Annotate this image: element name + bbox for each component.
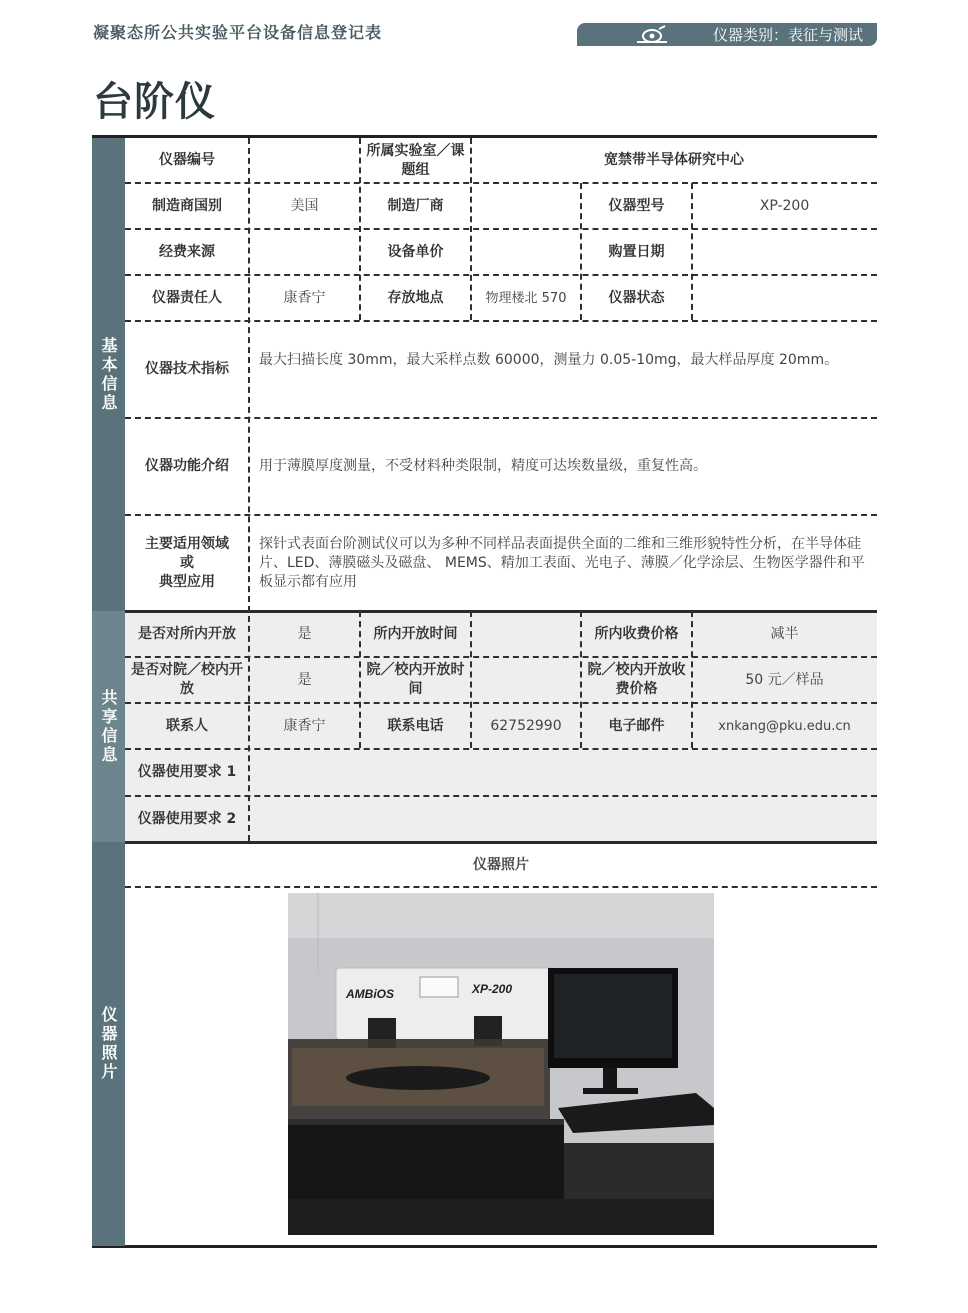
photo-heading: 仪器照片	[473, 856, 529, 873]
org-title: 凝聚态所公共实验平台设备信息登记表	[93, 23, 383, 42]
category-text: 仪器类别：表征与测试	[712, 26, 863, 44]
owner-label: 仪器责任人	[152, 289, 222, 306]
location-value: 物理楼北 570	[485, 290, 567, 306]
spec-value: 最大扫描长度 30mm，最大采样点数 60000，测量力 0.05-10mg，最大样品厚度 20mm。	[259, 352, 839, 368]
country-label: 制造商国别	[152, 197, 222, 214]
requirement-2-value	[249, 796, 877, 842]
phone-value: 62752990	[490, 717, 562, 734]
status-label: 仪器状态	[608, 289, 665, 306]
section-photo: 仪器照片	[92, 842, 125, 1246]
page-title: 台阶仪	[93, 79, 216, 125]
maker-label: 制造厂商	[387, 197, 444, 214]
spec-label: 仪器技术指标	[145, 361, 229, 377]
function-value: 用于薄膜厚度测量，不受材料种类限制，精度可达埃数量级，重复性高。	[259, 458, 707, 474]
school-fee-value: 50 元／样品	[745, 671, 824, 688]
lab-value: 宽禁带半导体研究中心	[604, 152, 744, 168]
brand-label: AMBiOS	[346, 987, 394, 1001]
phone-label: 联系电话	[387, 717, 444, 734]
date-value	[692, 229, 877, 275]
school-time-value	[471, 657, 581, 703]
requirement-1-value	[249, 749, 877, 796]
country-value: 美国	[290, 197, 319, 214]
inst-time-value	[471, 612, 581, 657]
open-inst-label: 是否对所内开放	[138, 626, 236, 642]
lab-label: 所属实验室／课题组	[366, 142, 465, 178]
owner-value: 康香宁	[283, 289, 326, 306]
status-value	[692, 275, 877, 321]
instrument-photo	[288, 893, 714, 1235]
email-label: 电子邮件	[608, 717, 665, 734]
category-banner	[577, 23, 877, 46]
requirement-1-label: 仪器使用要求 1	[137, 764, 237, 780]
microscope-icon	[635, 25, 669, 45]
school-time-label: 院／校内开放时间	[366, 662, 465, 697]
school-fee-label: 院／校内开放收费价格	[587, 662, 686, 697]
email-link[interactable]: xnkang@pku.edu.cn	[718, 718, 851, 734]
fund-value	[249, 229, 360, 275]
model-label: XP-200	[472, 982, 513, 996]
section-shared-info: 共享信息	[92, 611, 125, 842]
model-label: 仪器型号	[608, 197, 665, 214]
id-value	[249, 138, 360, 183]
price-value	[471, 229, 581, 275]
application-label-line1: 主要适用领域	[145, 535, 229, 552]
id-label: 仪器编号	[159, 152, 215, 168]
maker-value	[471, 183, 581, 229]
model-value: XP-200	[759, 197, 810, 214]
function-label: 仪器功能介绍	[145, 458, 229, 474]
fund-label: 经费来源	[159, 243, 215, 260]
contact-value: 康香宁	[283, 717, 326, 734]
open-school-value: 是	[297, 671, 312, 688]
open-inst-value: 是	[297, 626, 312, 642]
inst-time-label: 所内开放时间	[373, 626, 458, 642]
section-basic-info: 基本信息	[92, 138, 125, 611]
price-label: 设备单价	[387, 243, 444, 260]
application-value: 探针式表面台阶测试仪可以为多种不同样品表面提供全面的二维和三维形貌特性分析，在半导体硅片、LED、薄膜磁头及磁盘、 MEMS、精加工表面、光电子、薄膜／化学涂层、生物医学器件和平板显示都有应用	[259, 535, 865, 590]
inst-fee-label: 所内收费价格	[594, 626, 679, 642]
open-school-label: 是否对院／校内开放	[131, 662, 243, 697]
date-label: 购置日期	[608, 243, 665, 260]
inst-fee-value: 减半	[770, 626, 799, 642]
contact-label: 联系人	[166, 717, 208, 734]
location-label: 存放地点	[387, 289, 444, 306]
requirement-2-label: 仪器使用要求 2	[137, 810, 237, 827]
application-label-line2: 或	[180, 554, 194, 571]
application-label	[125, 515, 249, 611]
application-label-line3: 典型应用	[159, 573, 215, 590]
